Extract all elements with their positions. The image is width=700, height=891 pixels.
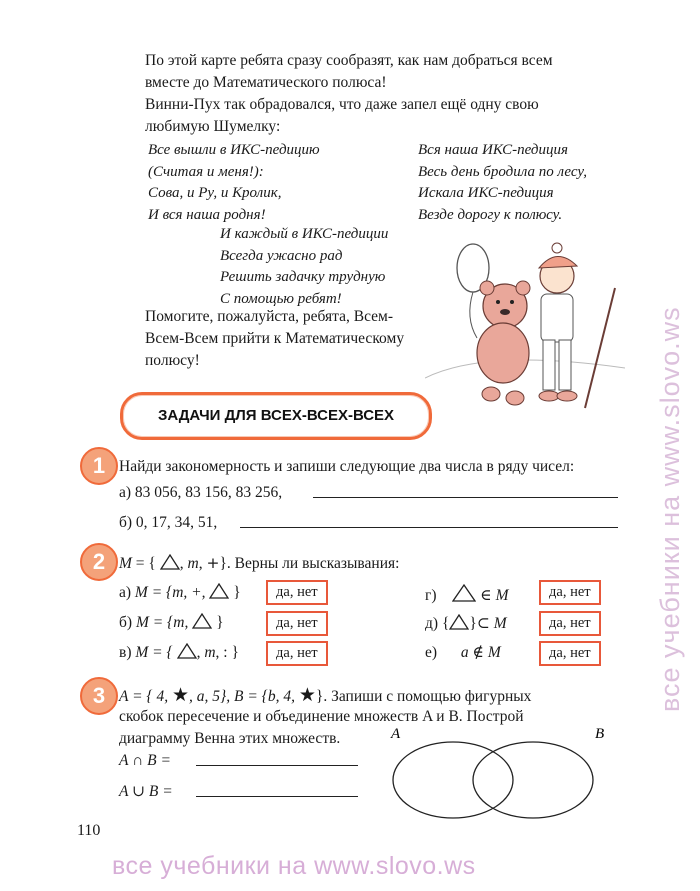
- page-number: 110: [77, 822, 101, 839]
- task-number-badge: 2: [80, 543, 118, 581]
- poem-right: [418, 140, 587, 226]
- plea-line: Всем-Всем прийти к Математическому: [145, 330, 405, 347]
- set-a-end: , a, 5},: [189, 688, 231, 705]
- task2-item-c: в) M = { , m, : }: [119, 644, 239, 661]
- poem-line: И вся наша родня!: [148, 206, 266, 223]
- item-label: б): [119, 614, 133, 631]
- task2-item-f: [425, 642, 501, 664]
- plea-line: полюсу!: [145, 352, 200, 369]
- intro-line: По этой карте ребята сразу сообразят, как нам добраться всем: [145, 52, 553, 69]
- answer-line[interactable]: [196, 796, 358, 797]
- task3-line2: скобок пересечение и объединение множеств A и B. Построй: [119, 708, 524, 725]
- task2-item-d: [425, 584, 509, 607]
- set-tail: }. Верны ли высказывания:: [219, 555, 400, 572]
- set-element-m: m: [187, 555, 199, 572]
- item-label: в): [119, 644, 132, 661]
- venn-diagram[interactable]: [385, 722, 615, 822]
- poem-line: Решить задачку трудную: [220, 269, 386, 285]
- poem-line: Всегда ужасно рад: [220, 247, 343, 264]
- intro-text: [145, 50, 625, 138]
- task-number-badge: 3: [80, 677, 118, 715]
- task3-line3: диаграмму Венна этих множеств.: [119, 730, 341, 747]
- intersection-label: A ∩ B =: [119, 752, 171, 769]
- item-label: а): [119, 584, 132, 601]
- set-b-start: B = {b, 4,: [233, 688, 295, 705]
- set-a-start: A = { 4,: [119, 688, 169, 705]
- task2-item-e: д) { }⊂ M: [425, 615, 507, 632]
- poem-line: Везде дорогу к полюсу.: [418, 206, 563, 223]
- triangle-icon: [192, 613, 212, 629]
- venn-circle-a: [393, 742, 513, 818]
- answer-choice-box[interactable]: да, нет: [266, 641, 328, 666]
- poem-left: [148, 140, 320, 226]
- triangle-icon: [177, 643, 197, 659]
- watermark-side: все учебники на www.slovo.ws: [655, 306, 685, 712]
- triangle-icon: [209, 583, 229, 599]
- poem-line: Все вышли в ИКС-педицию: [148, 142, 320, 158]
- union-label: A ∪ B =: [119, 783, 173, 800]
- poem-line: И каждый в ИКС-педиции: [220, 226, 389, 242]
- triangle-icon: [452, 584, 476, 602]
- item-label: д): [425, 615, 439, 632]
- answer-choice-box[interactable]: да, нет: [266, 580, 328, 605]
- plea-text: [145, 306, 435, 372]
- star-icon: ★: [171, 684, 190, 706]
- set-name: M: [119, 555, 132, 572]
- set-open: = {: [135, 555, 156, 572]
- poem-line: Весь день бродила по лесу,: [418, 163, 588, 180]
- item-text: M = {m, +,: [134, 584, 206, 601]
- item-text: ⊂ M: [476, 615, 507, 632]
- task2-item-b: б) M = {m, }: [119, 614, 224, 631]
- venn-label-a: A: [391, 726, 401, 742]
- plus-icon: +: [206, 554, 220, 572]
- star-icon: ★: [298, 684, 316, 706]
- venn-label-b: B: [595, 726, 605, 742]
- answer-choice-box[interactable]: да, нет: [539, 611, 601, 636]
- triangle-icon: [160, 554, 180, 570]
- plea-line: Помогите, пожалуйста, ребята, Всем-: [145, 308, 394, 325]
- section-title: ЗАДАЧИ ДЛЯ ВСЕХ-ВСЕХ-ВСЕХ: [157, 407, 395, 424]
- task3-line1: [119, 684, 619, 708]
- poem-center: [220, 224, 388, 310]
- item-label: е): [425, 644, 438, 661]
- task1-a: а) 83 056, 83 156, 83 256,: [119, 484, 283, 501]
- poem-line: (Считая и меня!):: [148, 163, 264, 180]
- poem-line: Вся наша ИКС-педиция: [418, 142, 568, 158]
- watermark-bottom: все учебники на www.slovo.ws: [112, 852, 476, 880]
- venn-circle-b: [473, 742, 593, 818]
- poem-line: Искала ИКС-педиция: [418, 185, 554, 201]
- intro-line: вместе до Математического полюса!: [145, 74, 387, 91]
- task1-text: Найди закономерность и запиши следующие два числа в ряду чисел:: [119, 458, 575, 475]
- task1-b: б) 0, 17, 34, 51,: [119, 514, 218, 531]
- poem-line: С помощью ребят!: [220, 290, 342, 307]
- answer-choice-box[interactable]: да, нет: [539, 580, 601, 605]
- triangle-icon: [449, 614, 469, 630]
- item-text: M = {: [135, 644, 173, 661]
- task2-set-definition: M = { , m, +}. Верны ли высказывания:: [119, 554, 400, 572]
- answer-choice-box[interactable]: да, нет: [266, 611, 328, 636]
- section-title-frame: [120, 392, 432, 440]
- task-number-badge: 1: [80, 447, 118, 485]
- answer-line[interactable]: [196, 765, 358, 766]
- answer-line[interactable]: [313, 497, 618, 498]
- poem-line: Сова, и Ру, и Кролик,: [148, 185, 282, 201]
- intro-line: Винни-Пух так обрадовался, что даже запел ещё одну свою: [145, 96, 539, 113]
- answer-line[interactable]: [240, 527, 618, 528]
- item-label: г): [425, 587, 437, 604]
- balloon-bear-boy-illustration: [425, 228, 625, 418]
- intro-line: любимую Шумелку:: [145, 118, 281, 135]
- item-text: ∈ M: [480, 587, 509, 604]
- task3-instruction: }. Запиши с помощью фигурных: [315, 688, 532, 705]
- item-text: a ∉ M: [460, 644, 501, 661]
- task2-item-a: а) M = {m, +, }: [119, 584, 241, 601]
- item-text: M = {m,: [135, 614, 189, 631]
- answer-choice-box[interactable]: да, нет: [539, 641, 601, 666]
